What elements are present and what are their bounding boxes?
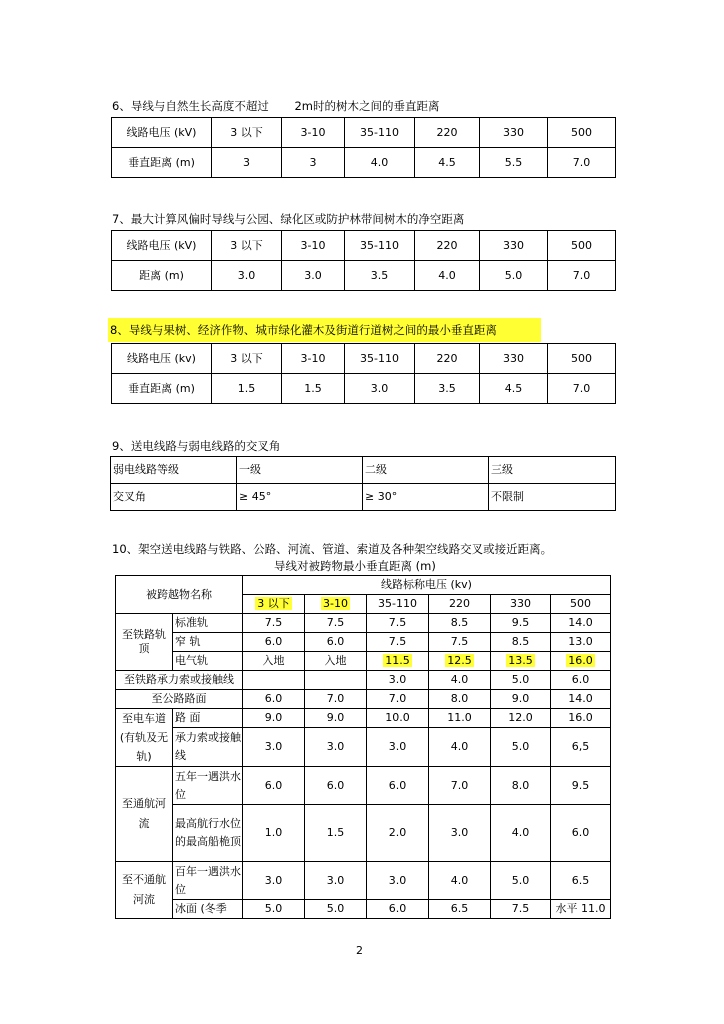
table-8-header-row — [112, 344, 616, 374]
cell: 3.0 — [243, 862, 305, 900]
cell: 1.0 — [243, 805, 305, 862]
cell: 至不通航河流 — [116, 862, 173, 919]
table-7 — [111, 230, 616, 291]
cell: 4.0 — [345, 148, 415, 178]
cell: 7.5 — [491, 900, 551, 919]
cell: 至电车道(有轨及无轨) — [116, 709, 173, 767]
cell: 7.5 — [305, 614, 367, 633]
section-8-heading: 8、导线与果树、经济作物、城市绿化灌木及街道行道树之间的最小垂直距离 — [108, 318, 541, 342]
cell: 4.5 — [480, 374, 548, 404]
table-10 — [115, 575, 611, 919]
cell: 7.0 — [367, 690, 429, 709]
cell: 220 — [429, 595, 491, 614]
cell — [243, 671, 305, 690]
cell: 3 以下 — [212, 118, 282, 148]
cell: 4.0 — [415, 261, 480, 291]
cell: 3.0 — [305, 728, 367, 767]
table-9 — [110, 456, 616, 511]
cell: 3.0 — [212, 261, 282, 291]
cell: 6.0 — [243, 767, 305, 805]
cell: 8.5 — [429, 614, 491, 633]
cell: 11.0 — [429, 709, 491, 728]
cell: 3-10 — [305, 595, 367, 614]
cell: 4.5 — [415, 148, 480, 178]
table-row — [116, 728, 611, 767]
cell: 6.0 — [367, 900, 429, 919]
cell: 6.0 — [305, 767, 367, 805]
table-7-header-row — [112, 231, 616, 261]
cell: 500 — [548, 344, 616, 374]
cell: 7.5 — [367, 614, 429, 633]
table-9-data-row — [111, 484, 616, 511]
cell: 3.0 — [243, 728, 305, 767]
cell: 水平 11.0 — [551, 900, 611, 919]
cell: 7.5 — [243, 614, 305, 633]
cell: 14.0 — [551, 690, 611, 709]
cell: 4.0 — [429, 862, 491, 900]
cell: 330 — [480, 344, 548, 374]
cell: 10.0 — [367, 709, 429, 728]
table-8-data-row — [112, 374, 616, 404]
cell: 垂直距离 (m) — [112, 374, 212, 404]
cell: 3-10 — [282, 118, 345, 148]
cell: 3.0 — [429, 805, 491, 862]
cell: 35-110 — [367, 595, 429, 614]
cell: 至铁路轨顶 — [116, 614, 173, 671]
cell: 35-110 — [345, 118, 415, 148]
cell: 入地 — [243, 652, 305, 671]
cell: 7.0 — [429, 767, 491, 805]
cell: 2.0 — [367, 805, 429, 862]
cell: 9.5 — [491, 614, 551, 633]
cell: 13.5 — [491, 652, 551, 671]
cell: 7.0 — [305, 690, 367, 709]
cell: 路 面 — [173, 709, 243, 728]
table-row — [116, 652, 611, 671]
cell: 交叉角 — [111, 484, 237, 511]
cell: 7.5 — [367, 633, 429, 652]
cell: 最高航行水位的最高船桅顶 — [173, 805, 243, 862]
cell: 承力索或接触线 — [173, 728, 243, 767]
cell: 13.0 — [551, 633, 611, 652]
table-9-header-row — [111, 457, 616, 484]
cell: 5.0 — [305, 900, 367, 919]
cell: 6.0 — [367, 767, 429, 805]
cell: 7.5 — [429, 633, 491, 652]
cell: 16.0 — [551, 709, 611, 728]
cell: 6,5 — [551, 728, 611, 767]
table-row — [116, 633, 611, 652]
cell: 12.5 — [429, 652, 491, 671]
section-6-heading-b: 2m时的树木之间的垂直距离 — [294, 99, 440, 113]
page-number: 2 — [356, 944, 363, 957]
cell: 5.0 — [491, 671, 551, 690]
cell: 3.0 — [305, 862, 367, 900]
cell: 330 — [480, 118, 548, 148]
table-row — [116, 690, 611, 709]
table-row — [116, 709, 611, 728]
table-row — [116, 900, 611, 919]
cell: 6.0 — [551, 805, 611, 862]
cell: ≥ 30° — [363, 484, 489, 511]
cell: 窄 轨 — [173, 633, 243, 652]
cell: 3 以下 — [243, 595, 305, 614]
table-row — [116, 862, 611, 900]
section-6-heading-a: 6、导线与自然生长高度不超过 — [112, 99, 269, 113]
cell: 垂直距离 (m) — [112, 148, 212, 178]
cell: 330 — [491, 595, 551, 614]
cell: 标准轨 — [173, 614, 243, 633]
cell: 冰面 (冬季 — [173, 900, 243, 919]
table-6-header-row — [112, 118, 616, 148]
cell: 500 — [551, 595, 611, 614]
cell: 6.5 — [551, 862, 611, 900]
cell: 至通航河流 — [116, 767, 173, 862]
cell: 至铁路承力索或接触线 — [116, 671, 243, 690]
cell: 5.0 — [491, 862, 551, 900]
cell: 220 — [415, 118, 480, 148]
table-row — [116, 614, 611, 633]
section-7-heading: 7、最大计算风偏时导线与公园、绿化区或防护林带间树木的净空距离 — [112, 212, 465, 226]
table-6 — [111, 117, 616, 178]
cell: 三级 — [489, 457, 616, 484]
cell: 距离 (m) — [112, 261, 212, 291]
cell: 线路电压 (kV) — [112, 231, 212, 261]
table-row — [116, 671, 611, 690]
cell: 线路标称电压 (kv) — [243, 576, 611, 595]
cell: 5.5 — [480, 148, 548, 178]
cell: 一级 — [237, 457, 363, 484]
cell: 6.5 — [429, 900, 491, 919]
cell: 二级 — [363, 457, 489, 484]
cell: 6.0 — [243, 633, 305, 652]
cell: 14.0 — [551, 614, 611, 633]
cell: 9.0 — [305, 709, 367, 728]
cell: 3.0 — [367, 862, 429, 900]
table-7-data-row — [112, 261, 616, 291]
cell: 6.0 — [551, 671, 611, 690]
cell: 线路电压 (kv) — [112, 344, 212, 374]
cell: 3-10 — [282, 344, 345, 374]
cell: 3.0 — [367, 728, 429, 767]
table-10-header-row-1 — [116, 576, 611, 595]
cell: 7.0 — [548, 374, 616, 404]
table-6-data-row — [112, 148, 616, 178]
cell: 16.0 — [551, 652, 611, 671]
cell: 35-110 — [345, 344, 415, 374]
cell: 入地 — [305, 652, 367, 671]
cell — [305, 671, 367, 690]
cell: 3 以下 — [212, 344, 282, 374]
cell: 7.0 — [548, 261, 616, 291]
cell: 电气轨 — [173, 652, 243, 671]
cell: 3.0 — [345, 374, 415, 404]
cell: 4.0 — [491, 805, 551, 862]
cell: 3.0 — [282, 261, 345, 291]
section-10-heading: 10、架空送电线路与铁路、公路、河流、管道、索道及各种架空线路交叉或接近距离。 — [112, 542, 553, 556]
table-8 — [111, 343, 616, 404]
cell: ≥ 45° — [237, 484, 363, 511]
section-9-heading: 9、送电线路与弱电线路的交叉角 — [112, 439, 281, 453]
cell: 被跨越物名称 — [116, 576, 243, 614]
cell: 500 — [548, 118, 616, 148]
cell: 至公路路面 — [116, 690, 243, 709]
cell: 4.0 — [429, 671, 491, 690]
cell: 4.0 — [429, 728, 491, 767]
cell: 6.0 — [243, 690, 305, 709]
cell: 9.5 — [551, 767, 611, 805]
cell: 7.0 — [548, 148, 616, 178]
cell: 5.0 — [491, 728, 551, 767]
cell: 9.0 — [243, 709, 305, 728]
cell: 1.5 — [282, 374, 345, 404]
cell: 220 — [415, 344, 480, 374]
table-row — [116, 805, 611, 862]
cell: 线路电压 (kV) — [112, 118, 212, 148]
cell: 6.0 — [305, 633, 367, 652]
cell: 3 以下 — [212, 231, 282, 261]
cell: 3.5 — [345, 261, 415, 291]
cell: 220 — [415, 231, 480, 261]
table-10-caption: 导线对被跨物最小垂直距离 (m) — [274, 559, 436, 573]
cell: 3.0 — [367, 671, 429, 690]
cell: 不限制 — [489, 484, 616, 511]
cell: 12.0 — [491, 709, 551, 728]
cell: 弱电线路等级 — [111, 457, 237, 484]
cell: 500 — [548, 231, 616, 261]
cell: 五年一遇洪水位 — [173, 767, 243, 805]
cell: 9.0 — [491, 690, 551, 709]
cell: 35-110 — [345, 231, 415, 261]
cell: 1.5 — [212, 374, 282, 404]
cell: 1.5 — [305, 805, 367, 862]
cell: 8.0 — [429, 690, 491, 709]
cell: 11.5 — [367, 652, 429, 671]
cell: 8.5 — [491, 633, 551, 652]
table-row — [116, 767, 611, 805]
cell: 3 — [282, 148, 345, 178]
cell: 5.0 — [480, 261, 548, 291]
cell: 3.5 — [415, 374, 480, 404]
cell: 5.0 — [243, 900, 305, 919]
cell: 3-10 — [282, 231, 345, 261]
section-6-heading — [112, 98, 440, 114]
cell: 330 — [480, 231, 548, 261]
cell: 3 — [212, 148, 282, 178]
cell: 百年一遇洪水位 — [173, 862, 243, 900]
cell: 8.0 — [491, 767, 551, 805]
